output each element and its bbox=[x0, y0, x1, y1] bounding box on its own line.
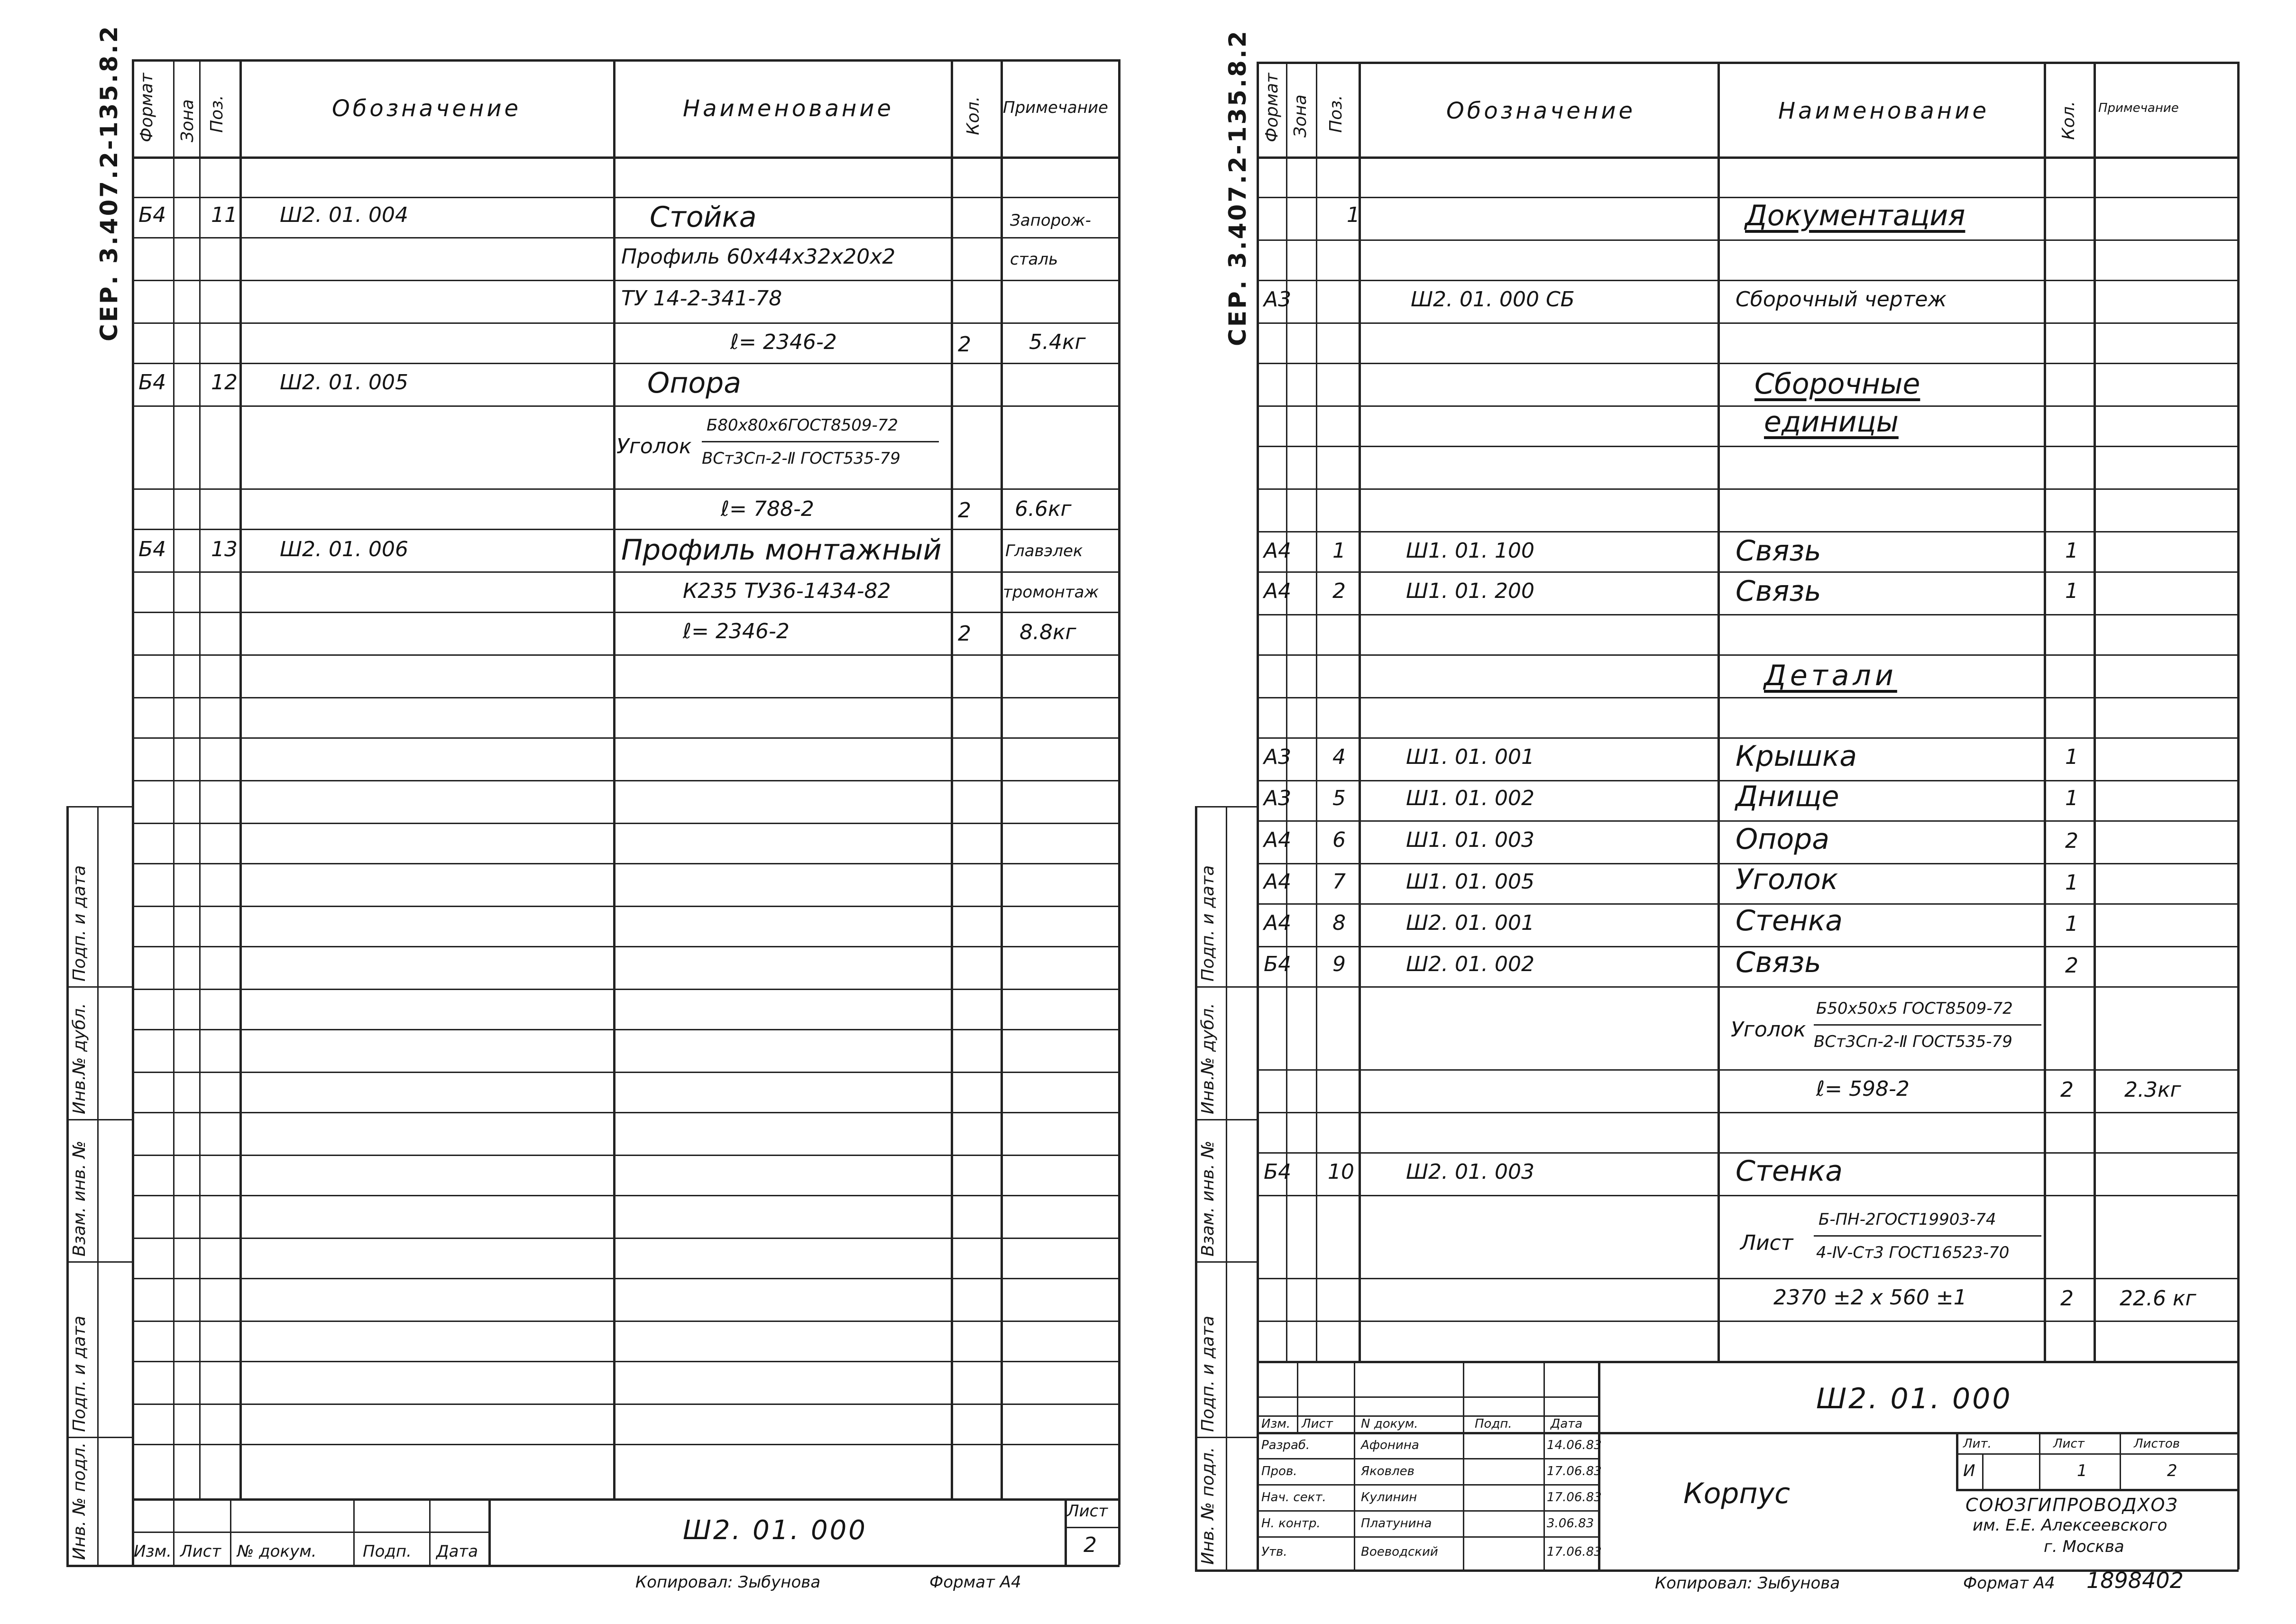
right-format: Формат А4 bbox=[1963, 1574, 2055, 1593]
right-lit-label: Лит. bbox=[1963, 1437, 1992, 1451]
right-tb-name: Афонина bbox=[1361, 1438, 1419, 1452]
right-detail-pos: 6 bbox=[1332, 828, 1346, 852]
right-item10-format: Б4 bbox=[1264, 1160, 1292, 1184]
right-detail-qty: 1 bbox=[2065, 912, 2078, 936]
right-tb-name: Кулинин bbox=[1361, 1490, 1417, 1505]
right-header-zone: Зона bbox=[1291, 94, 1310, 138]
left-item-pos: 11 bbox=[211, 203, 238, 227]
right-detail-name: Уголок bbox=[1736, 863, 1838, 896]
left-item-note: сталь bbox=[1010, 250, 1058, 269]
right-tb-col: Подп. bbox=[1475, 1417, 1512, 1431]
right-detail-qty: 2 bbox=[2065, 954, 2078, 978]
right-tb-col: Изм. bbox=[1261, 1417, 1291, 1431]
left-side-label: Инв.№ дубл. bbox=[70, 1003, 89, 1114]
left-item-note: тромонтаж bbox=[1003, 583, 1099, 602]
right-detail-name: Связь bbox=[1736, 946, 1821, 979]
left-frame-top bbox=[132, 59, 1120, 62]
right-sheet-dims: 2370 ±2 х 560 ±1 bbox=[1773, 1285, 1967, 1310]
left-item-name: Опора bbox=[647, 367, 742, 400]
right-doc-name: Корпус bbox=[1683, 1477, 1791, 1510]
right-detail-format: А3 bbox=[1264, 786, 1292, 810]
right-angle-bottom: ВСт3Сп-2-Ⅱ ГОСТ535-79 bbox=[1814, 1032, 2012, 1051]
right-tb-date: 3.06.83 bbox=[1547, 1516, 1594, 1531]
right-asm-designation: Ш1. 01. 100 bbox=[1406, 539, 1534, 563]
right-detail-pos: 8 bbox=[1332, 911, 1346, 935]
right-detail-qty: 1 bbox=[2065, 786, 2078, 810]
left-side-label: Взам. инв. № bbox=[70, 1140, 89, 1257]
left-item-designation: Ш2. 01. 006 bbox=[280, 537, 408, 561]
left-item-designation: Ш2. 01. 005 bbox=[280, 370, 408, 395]
right-detail-name: Днище bbox=[1736, 780, 1839, 813]
right-detail-designation: Ш1. 01. 005 bbox=[1406, 870, 1534, 894]
right-asm-format: А4 bbox=[1264, 579, 1292, 603]
right-tb-role: Разраб. bbox=[1261, 1438, 1310, 1452]
right-detail-designation: Ш1. 01. 003 bbox=[1406, 828, 1534, 852]
right-tb-name: Воеводский bbox=[1361, 1545, 1438, 1559]
left-header-designation: Обозначение bbox=[332, 95, 522, 122]
left-sheet-num: 2 bbox=[1084, 1533, 1097, 1557]
right-header-note: Примечание bbox=[2098, 101, 2179, 115]
left-frame-left bbox=[132, 59, 134, 1565]
left-tb-col: Лист bbox=[180, 1542, 221, 1561]
right-sheets-total: 2 bbox=[2167, 1461, 2177, 1480]
left-item-qty: 2 bbox=[958, 498, 971, 523]
left-side-label: Инв. № подл. bbox=[70, 1442, 89, 1560]
right-detail-format: Б4 bbox=[1264, 952, 1292, 976]
right-angle-top: Б50х50х5 ГОСТ8509-72 bbox=[1816, 999, 2013, 1018]
left-format: Формат А4 bbox=[929, 1573, 1021, 1592]
right-tb-role: Нач. сект. bbox=[1261, 1490, 1326, 1505]
left-item-prefix: Уголок bbox=[616, 434, 692, 459]
left-frame-bottom bbox=[66, 1565, 1120, 1567]
left-tb-col: Дата bbox=[436, 1542, 478, 1561]
left-item-top: Б80х80х6ГОСТ8509-72 bbox=[707, 416, 898, 435]
left-item-qty: 2 bbox=[958, 332, 971, 357]
right-tb-date: 17.06.83 bbox=[1547, 1464, 1602, 1478]
left-item-name: Стойка bbox=[650, 201, 757, 234]
right-item10-name: Стенка bbox=[1736, 1155, 1843, 1188]
right-angle-qty: 2 bbox=[2060, 1078, 2074, 1102]
right-detail-format: А4 bbox=[1264, 870, 1292, 894]
right-detail-pos: 5 bbox=[1332, 786, 1346, 810]
right-tb-date: 17.06.83 bbox=[1547, 1490, 1602, 1505]
left-side-frame bbox=[66, 806, 69, 1565]
left-item-format: Б4 bbox=[138, 537, 166, 561]
right-sheet-label: Лист bbox=[2053, 1437, 2085, 1451]
left-side-label: Подп. и дата bbox=[70, 865, 89, 982]
left-item-note: Главэлек bbox=[1005, 541, 1083, 560]
right-tb-date: 14.06.83 bbox=[1547, 1438, 1602, 1452]
right-asm-name: Связь bbox=[1736, 534, 1821, 568]
right-sheet-num: 1 bbox=[2077, 1461, 2087, 1480]
right-detail-designation: Ш2. 01. 002 bbox=[1406, 952, 1534, 976]
right-item10-designation: Ш2. 01. 003 bbox=[1406, 1160, 1534, 1184]
right-tb-role: Утв. bbox=[1261, 1545, 1287, 1559]
right-asm-pos: 2 bbox=[1332, 579, 1346, 603]
right-asm-format: А4 bbox=[1264, 539, 1292, 563]
right-tb-col: Дата bbox=[1551, 1417, 1583, 1431]
right-doc-pos: 1 bbox=[1347, 203, 1360, 227]
right-detail-name: Опора bbox=[1736, 823, 1830, 856]
right-detail-pos: 4 bbox=[1332, 745, 1346, 769]
left-side-label: Подп. и дата bbox=[70, 1315, 89, 1432]
right-detail-qty: 1 bbox=[2065, 745, 2078, 769]
right-detail-qty: 2 bbox=[2065, 829, 2078, 853]
right-detail-name: Стенка bbox=[1736, 904, 1843, 937]
right-side-label: Взам. инв. № bbox=[1198, 1140, 1218, 1257]
left-item-name: ℓ= 2346-2 bbox=[683, 619, 790, 643]
right-header-format: Формат bbox=[1262, 73, 1282, 142]
right-section-assembly: Сборочные bbox=[1754, 367, 1920, 401]
right-asm-name: Связь bbox=[1736, 575, 1821, 608]
right-item10-pos: 10 bbox=[1328, 1160, 1354, 1184]
left-header-qty: Кол. bbox=[964, 96, 983, 135]
left-item-format: Б4 bbox=[138, 370, 166, 395]
right-asm-qty: 1 bbox=[2065, 579, 2078, 603]
left-sheet-label: Лист bbox=[1067, 1502, 1108, 1521]
left-header-note: Примечание bbox=[1003, 98, 1108, 117]
right-doc-designation: Ш2. 01. 000 СБ bbox=[1411, 287, 1575, 312]
right-doc-code: Ш2. 01. 000 bbox=[1816, 1382, 2012, 1415]
right-series-code: СЕР. 3.407.2-135.8.2 bbox=[1224, 29, 1251, 346]
right-sheet-qty: 2 bbox=[2060, 1286, 2074, 1311]
left-copied-by: Копировал: Зыбунова bbox=[635, 1573, 821, 1592]
right-section-documentation: Документация bbox=[1745, 199, 1965, 232]
right-header-qty: Кол. bbox=[2059, 101, 2078, 140]
left-item-name: Профиль монтажный bbox=[621, 533, 942, 567]
left-item-bottom: ВСт3Сп-2-Ⅱ ГОСТ535-79 bbox=[702, 449, 900, 468]
left-doc-code: Ш2. 01. 000 bbox=[683, 1515, 867, 1546]
right-angle-note: 2.3кг bbox=[2124, 1078, 2181, 1102]
left-item-name: Профиль 60х44х32х20х2 bbox=[621, 245, 896, 269]
right-detail-designation: Ш2. 01. 001 bbox=[1406, 911, 1534, 935]
right-detail-qty: 1 bbox=[2065, 871, 2078, 895]
right-org-1: СОЮЗГИПРОВОДХОЗ bbox=[1965, 1495, 2178, 1515]
right-sheet-top: Б-ПН-2ГОСТ19903-74 bbox=[1818, 1210, 1996, 1229]
left-header-pos: Поз. bbox=[207, 95, 227, 133]
right-detail-pos: 7 bbox=[1332, 870, 1346, 894]
right-tb-col: N докум. bbox=[1361, 1417, 1418, 1431]
right-lit: И bbox=[1963, 1461, 1975, 1480]
right-sheet-bottom: 4-Ⅳ-Ст3 ГОСТ16523-70 bbox=[1816, 1243, 2010, 1262]
left-item-note: 8.8кг bbox=[1019, 620, 1076, 644]
right-tb-role: Н. контр. bbox=[1261, 1516, 1321, 1531]
right-copied-by: Копировал: Зыбунова bbox=[1655, 1574, 1840, 1593]
right-detail-designation: Ш1. 01. 001 bbox=[1406, 745, 1534, 769]
right-header-name: Наименование bbox=[1778, 98, 1990, 124]
right-tb-name: Платунина bbox=[1361, 1516, 1432, 1531]
right-tb-date: 17.06.83 bbox=[1547, 1545, 1602, 1559]
right-side-label: Подп. и дата bbox=[1198, 865, 1218, 982]
right-sheet-prefix: Лист bbox=[1740, 1231, 1793, 1255]
right-tb-name: Яковлев bbox=[1361, 1464, 1414, 1478]
right-detail-format: А4 bbox=[1264, 911, 1292, 935]
right-asm-pos: 1 bbox=[1332, 539, 1346, 563]
left-item-note: Запорож- bbox=[1010, 211, 1091, 230]
right-section-details: Детали bbox=[1764, 659, 1897, 692]
left-header-zone: Зона bbox=[178, 99, 197, 142]
left-item-designation: Ш2. 01. 004 bbox=[280, 203, 408, 227]
left-item-name: К235 ТУ36-1434-82 bbox=[683, 579, 891, 603]
right-detail-format: А3 bbox=[1264, 745, 1292, 769]
right-tb-col: Лист bbox=[1302, 1417, 1333, 1431]
right-asm-designation: Ш1. 01. 200 bbox=[1406, 579, 1534, 603]
left-item-pos: 12 bbox=[211, 370, 238, 395]
right-tb-role: Пров. bbox=[1261, 1464, 1297, 1478]
right-side-label: Инв.№ дубл. bbox=[1198, 1003, 1218, 1114]
left-item-pos: 13 bbox=[211, 537, 238, 561]
right-header-pos: Поз. bbox=[1326, 95, 1346, 133]
left-header-name: Наименование bbox=[683, 95, 894, 122]
left-item-format: Б4 bbox=[138, 203, 166, 227]
right-detail-pos: 9 bbox=[1332, 952, 1346, 976]
right-sheets-label: Листов bbox=[2134, 1437, 2180, 1451]
left-header-format: Формат bbox=[137, 73, 156, 142]
left-item-note: 6.6кг bbox=[1015, 497, 1072, 521]
right-angle-len: ℓ= 598-2 bbox=[1816, 1077, 1910, 1101]
right-detail-name: Крышка bbox=[1736, 740, 1857, 773]
right-org-3: г. Москва bbox=[2044, 1537, 2124, 1556]
left-item-note: 5.4кг bbox=[1029, 330, 1086, 354]
left-tb-col: Подп. bbox=[363, 1542, 412, 1561]
left-item-name: ℓ= 2346-2 bbox=[730, 330, 837, 354]
left-tb-col: Изм. bbox=[134, 1542, 172, 1561]
left-tb-col: № докум. bbox=[237, 1542, 317, 1561]
right-header-designation: Обозначение bbox=[1446, 98, 1636, 124]
right-side-label: Подп. и дата bbox=[1198, 1315, 1218, 1432]
right-doc-number: 1898402 bbox=[2086, 1568, 2184, 1593]
left-frame-right bbox=[1118, 59, 1120, 1565]
right-doc-name: Сборочный чертеж bbox=[1736, 287, 1947, 312]
left-item-qty: 2 bbox=[958, 622, 971, 646]
right-doc-format: А3 bbox=[1264, 287, 1292, 312]
right-org-2: им. Е.Е. Алексеевского bbox=[1973, 1516, 2167, 1535]
right-sheet-note: 22.6 кг bbox=[2120, 1286, 2196, 1311]
right-section-assembly: единицы bbox=[1764, 405, 1899, 439]
right-detail-designation: Ш1. 01. 002 bbox=[1406, 786, 1534, 810]
left-item-name: ℓ= 788-2 bbox=[721, 497, 814, 521]
right-side-label: Инв. № подл. bbox=[1198, 1447, 1218, 1565]
left-series-code: СЕР. 3.407.2-135.8.2 bbox=[95, 24, 123, 341]
right-angle-prefix: Уголок bbox=[1731, 1018, 1806, 1042]
right-asm-qty: 1 bbox=[2065, 539, 2078, 563]
right-detail-format: А4 bbox=[1264, 828, 1292, 852]
left-item-name: ТУ 14-2-341-78 bbox=[621, 286, 782, 311]
